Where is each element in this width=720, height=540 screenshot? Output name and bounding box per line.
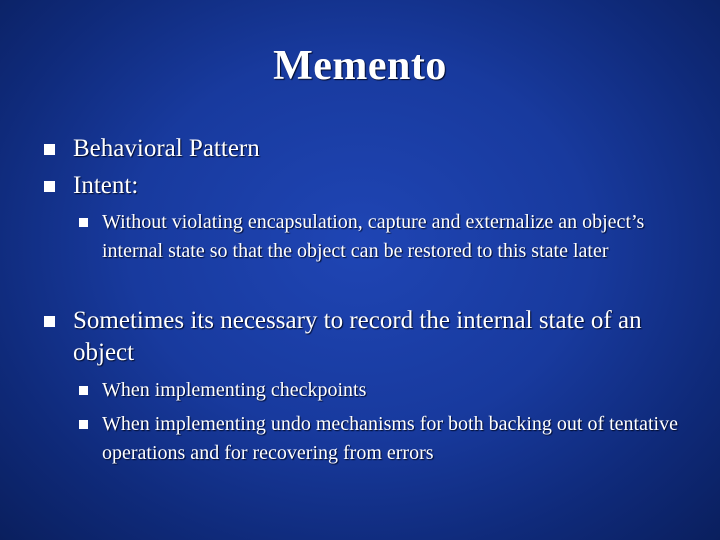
bullet-text: Without violating encapsulation, capture and externalize an object’s internal state so that the object can be restored to this state later — [102, 211, 645, 262]
square-bullet-icon — [79, 386, 88, 395]
square-bullet-icon — [44, 316, 55, 327]
square-bullet-icon — [79, 420, 88, 429]
sub-bullet-item — [79, 208, 679, 266]
bullet-item — [44, 305, 684, 369]
bullet-text: Sometimes its necessary to record the internal state of an object — [73, 307, 642, 366]
sub-bullet-item — [79, 376, 684, 405]
square-bullet-icon — [44, 144, 55, 155]
sub-bullet-item — [79, 410, 684, 468]
bullet-item — [44, 133, 684, 165]
square-bullet-icon — [44, 181, 55, 192]
bullet-text: When implementing undo mechanisms for both backing out of tentative operations and for recovering from errors — [102, 413, 678, 464]
bullet-text: Behavioral Pattern — [73, 135, 260, 162]
slide-title: Memento — [273, 43, 447, 89]
bullet-item — [44, 170, 684, 202]
square-bullet-icon — [79, 218, 88, 227]
bullet-text: Intent: — [73, 172, 139, 199]
bullet-text: When implementing checkpoints — [102, 379, 367, 401]
